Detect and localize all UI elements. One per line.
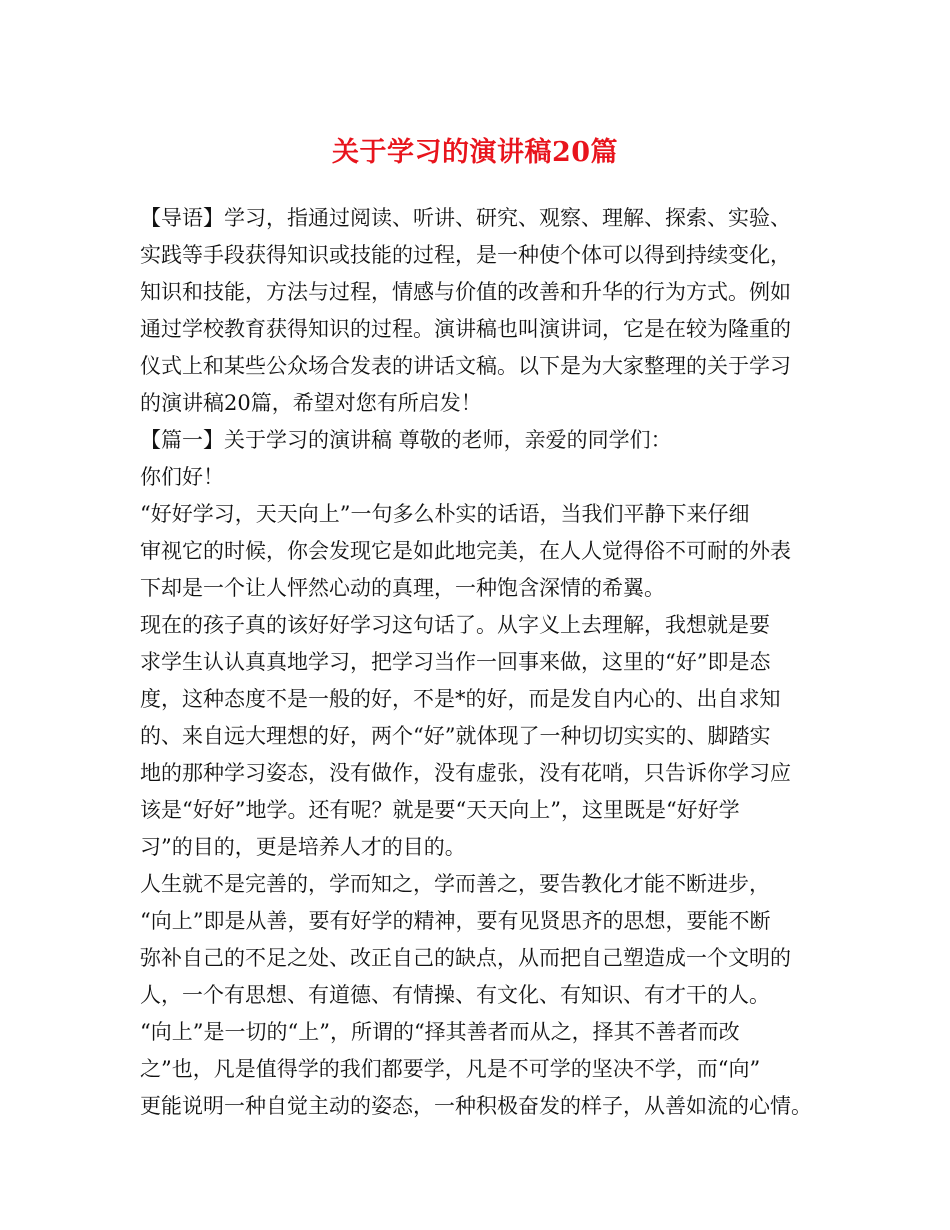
text-line: 的、来自远大理想的好，两个“好”就体现了一种切切实实的、脚踏实 [140,724,771,748]
text-line: 【篇一】关于学习的演讲稿 尊敬的老师，亲爱的同学们： [140,428,672,452]
text-line: “向上”即是从善，要有好学的精神，要有见贤思齐的思想，要能不断 [140,909,771,933]
text-line: 你们好！ [140,465,224,489]
text-line: 【导语】学习，指通过阅读、听讲、研究、观察、理解、探索、实验、 [140,206,791,230]
text-line: 更能说明一种自觉主动的姿态，一种积极奋发的样子，从善如流的心情。 [140,1094,812,1118]
text-line: 审视它的时候，你会发现它是如此地完美，在人人觉得俗不可耐的外表 [140,539,791,563]
text-line: 度，这种态度不是一般的好，不是*的好，而是发自内心的、出自求知 [140,687,781,711]
text-line: 人生就不是完善的，学而知之，学而善之，要告教化才能不断进步， [140,872,770,896]
document-title: 关于学习的演讲稿20篇 [331,137,619,168]
text-line: “好好学习，天天向上”一句多么朴实的话语，当我们平静下来仔细 [140,502,750,526]
document-body [140,200,830,1125]
text-line: “向上”是一切的“上”，所谓的“择其善者而从之，择其不善者而改 [140,1020,740,1044]
text-line: 之”也，凡是值得学的我们都要学，凡是不可学的坚决不学，而“向” [140,1057,761,1081]
text-line: 通过学校教育获得知识的过程。演讲稿也叫演讲词，它是在较为隆重的 [140,317,791,341]
text-line: 现在的孩子真的该好好学习这句话了。从字义上去理解，我想就是要 [140,613,770,637]
text-line: 下却是一个让人怦然心动的真理，一种饱含深情的希翼。 [140,576,665,600]
text-line: 地的那种学习姿态，没有做作，没有虚张，没有花哨，只告诉你学习应 [140,761,791,785]
text-line: 弥补自己的不足之处、改正自己的缺点，从而把自己塑造成一个文明的 [140,946,791,970]
text-line: 求学生认认真真地学习，把学习当作一回事来做，这里的“好”即是态 [140,650,771,674]
text-line: 仪式上和某些公众场合发表的讲话文稿。以下是为大家整理的关于学习 [140,354,791,378]
text-line: 习”的目的，更是培养人才的目的。 [140,835,466,859]
text-line: 知识和技能，方法与过程，情感与价值的改善和升华的行为方式。例如 [140,280,791,304]
text-line: 人，一个有思想、有道德、有情操、有文化、有知识、有才干的人。 [140,983,770,1007]
text-line: 的演讲稿20篇，希望对您有所启发！ [140,391,482,415]
text-line: 实践等手段获得知识或技能的过程，是一种使个体可以得到持续变化， [140,243,791,267]
text-line: 该是“好好”地学。还有呢？就是要“天天向上”，这里既是“好好学 [140,798,740,822]
